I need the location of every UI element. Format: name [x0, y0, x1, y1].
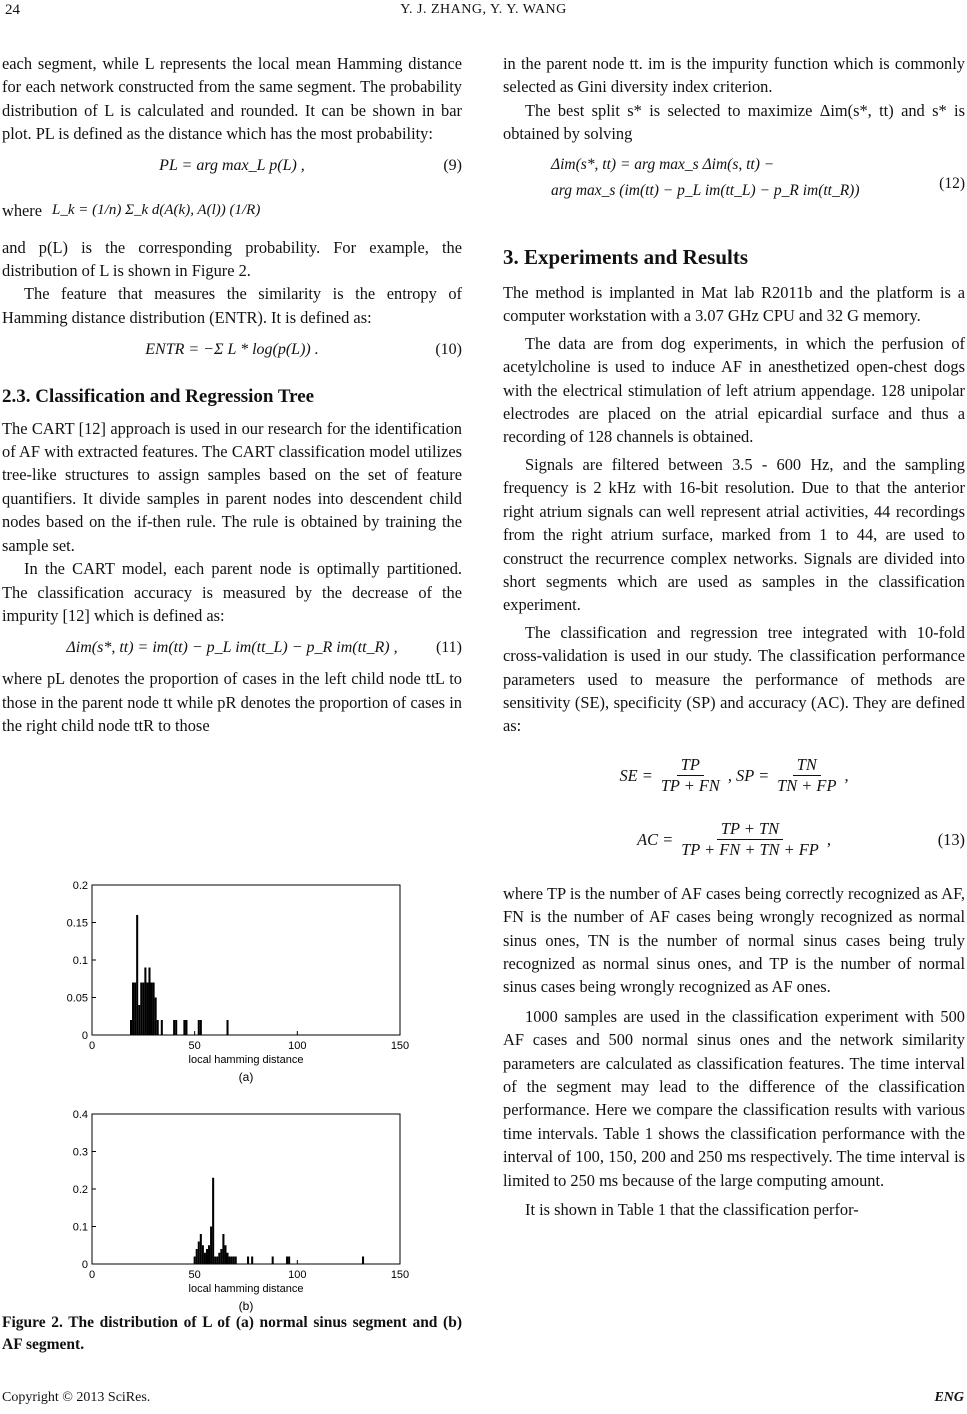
equation-body: Δim(s*, tt) = im(tt) − p_L im(tt_L) − p_R im(tt_R) ,	[66, 638, 398, 656]
y-tick-label: 0.1	[72, 955, 88, 967]
bar	[146, 983, 148, 1036]
paragraph: It is shown in Table 1 that the classification perfor-	[525, 1200, 859, 1220]
bar	[218, 1253, 220, 1264]
equation-13: AC = $\frac{TP + TN}{TP + FN + TN + FP}$ , (13)	[637, 819, 965, 860]
bar	[235, 1257, 237, 1265]
y-tick-label: 0	[81, 1259, 88, 1271]
bar	[132, 983, 134, 1036]
x-axis-label: local hamming distance	[188, 1054, 304, 1066]
bar	[212, 1178, 214, 1264]
bar	[148, 968, 150, 1036]
equation-se-sp: SE = $\frac{TP}{TP + FN}$ , SP = $\frac{TN}{TN + FP}$ ,	[619, 755, 849, 796]
bar	[198, 1242, 200, 1265]
y-tick-label: 0.2	[72, 880, 88, 892]
bar	[214, 1257, 216, 1265]
bar	[200, 1234, 202, 1264]
y-tick-label: 0.1	[72, 1221, 88, 1234]
equation-body: ENTR = −Σ L * log(p(L)) .	[145, 340, 319, 358]
y-tick-label: 0.3	[72, 1146, 88, 1159]
bar	[183, 1020, 185, 1035]
section-heading: 3. Experiments and Results	[503, 244, 749, 269]
equation-number: (12)	[939, 174, 965, 192]
paragraph: The feature that measures the similarity is the entropy of Hamming distance distribution (ENTR). It is defined as:	[2, 284, 462, 327]
running-head: Y. J. ZHANG, Y. Y. WANG	[400, 2, 567, 17]
bar	[233, 1257, 235, 1265]
denominator: TP + FN + TN + FP	[681, 840, 819, 860]
bar	[130, 1020, 132, 1035]
x-axis-label: local hamming distance	[188, 1283, 304, 1295]
bar	[153, 983, 155, 1036]
bar	[272, 1257, 274, 1265]
x-tick-label: 50	[188, 1269, 201, 1281]
bar	[251, 1257, 253, 1265]
bar	[144, 968, 146, 1036]
x-tick-label: 100	[288, 1040, 307, 1052]
bar	[226, 1253, 228, 1264]
y-tick-label: 0	[81, 1030, 88, 1042]
y-tick-label: 0.2	[72, 1184, 88, 1196]
x-tick-label: 150	[390, 1269, 410, 1281]
bar	[142, 983, 144, 1036]
paragraph: where TP is the number of AF cases being correctly recognized as AF, FN is the number of AF cases being wrongly recognized as normal sinus ones, TN is the number of normal sinus cases being truly recognized as normal sinus ones, and TP is the number of normal sinus cases being wrongly recognized as AF ones.	[503, 883, 965, 997]
x-tick-label: 150	[390, 1040, 410, 1052]
bar	[216, 1257, 218, 1265]
paragraph: where pL denotes the proportion of cases in the left child node ttL to those in the parent node tt while pR denotes the proportion of cases in the right child node ttR to those	[2, 669, 462, 736]
bar	[200, 1020, 202, 1035]
paragraph: and p(L) is the corresponding probability. For example, the distribution of L is shown in Figure 2.	[2, 237, 462, 281]
bar	[185, 1020, 187, 1035]
se-lhs: SE =	[619, 766, 653, 786]
bar	[175, 1020, 177, 1035]
bar	[247, 1257, 249, 1265]
paragraph: In the CART model, each parent node is optimally partitioned. The classification accuracy is measured by the decrease of the impurity [12] which is defined as:	[2, 559, 462, 625]
fraction	[657, 755, 724, 796]
numerator: TP	[677, 755, 704, 776]
paragraph: each segment, while L represents the local mean Hamming distance for each network constructed from the same segment. The probability distribution of L is calculated and rounded. It can be shown in bar plot. PL is defined as the distance which has the most probability:	[2, 54, 462, 144]
equation-number: (10)	[435, 340, 462, 358]
chart-subtitle: (a)	[238, 1070, 254, 1084]
equation-line: Δim(s*, tt) = arg max_s Δim(s, tt) −	[551, 155, 775, 173]
copyright: Copyright © 2013 SciRes.	[2, 1390, 151, 1405]
equation-line: arg max_s (im(tt) − p_L im(tt_L) − p_R im(tt_R))	[551, 181, 860, 199]
bar	[210, 1227, 212, 1265]
bar	[157, 1020, 159, 1035]
bar	[202, 1245, 204, 1264]
equation-11	[2, 627, 462, 667]
bar	[136, 915, 138, 1035]
plot-frame	[92, 1114, 400, 1264]
numerator: TN	[793, 755, 821, 776]
right-column	[503, 52, 965, 1221]
paragraph: The data are from dog experiments, in which the perfusion of acetylcholine is used to induce AF in anesthetized open-chest dogs with the electrical stimulation of left atrium appendage. 128 unipolar electrodes are placed on the atrial epicardial surface and thus a recording of 128 channels is obtained.	[503, 333, 965, 447]
page-number: 24	[5, 2, 20, 18]
section-heading: 2.3. Classification and Regression Tree	[2, 386, 315, 408]
chart-subtitle: (b)	[238, 1299, 254, 1313]
bar	[222, 1234, 224, 1264]
y-tick-label: 0.05	[66, 992, 88, 1005]
x-tick-label: 50	[188, 1040, 201, 1052]
figure-caption: Figure 2. The distribution of L of (a) normal sinus segment and (b) AF segment.	[2, 1314, 462, 1353]
paragraph: The method is implanted in Mat lab R2011b and the platform is a computer workstation with a 3.07 GHz CPU and 32 G memory.	[503, 283, 965, 326]
bar	[206, 1249, 208, 1264]
equation-10	[2, 329, 462, 369]
figure-2	[40, 875, 420, 1329]
fraction	[773, 755, 840, 796]
equation-lk: L_k = (1/n) Σ_k d(A(k), A(l)) (1/R)	[52, 201, 261, 218]
left-column	[2, 52, 462, 738]
bar	[220, 1249, 222, 1264]
page-header	[0, 0, 967, 28]
equation-number: (13)	[937, 830, 965, 850]
x-tick-label: 0	[88, 1040, 96, 1052]
bar	[134, 983, 136, 1036]
paragraph: The classification and regression tree integrated with 10-fold cross-validation is used in our study. The classification performance parameters used to measure the performance of methods are sensitivity (SE), specificity (SP) and accuracy (AC). They are defined as:	[503, 622, 965, 736]
paragraph: in the parent node tt. im is the impurity function which is commonly selected as Gini diversity index criterion.	[503, 54, 965, 97]
bar	[198, 1020, 200, 1035]
equation-12	[503, 152, 965, 222]
paragraph: The best split s* is selected to maximize Δim(s*, tt) and s* is obtained by solving	[503, 100, 965, 144]
journal-name: ENG	[934, 1390, 964, 1405]
bar	[226, 1020, 228, 1035]
bar	[196, 1249, 198, 1264]
y-tick-label: 0.15	[66, 917, 88, 930]
bar	[151, 983, 153, 1036]
equation-number: (11)	[435, 638, 462, 656]
bar	[161, 1020, 163, 1035]
chart-b	[40, 1104, 420, 1324]
equation-body: PL = arg max_L p(L) ,	[159, 156, 305, 174]
denominator: TN + FP	[777, 776, 837, 796]
bar	[208, 1245, 210, 1264]
x-tick-label: 100	[288, 1269, 307, 1281]
fraction	[677, 819, 823, 860]
sp-lhs: , SP =	[727, 766, 770, 786]
paragraph: The CART [12] approach is used in our research for the identification of AF with extracted features. The CART classification model utilizes tree-like structures to assign samples based on the set of feature quantifiers. It divide samples in parent nodes into descendent child nodes based on the if-then rule. The rule is obtained by training the sample set.	[2, 418, 462, 555]
equation-number: (9)	[443, 156, 462, 174]
equation-9	[2, 146, 462, 186]
bar	[155, 998, 157, 1036]
bar	[224, 1245, 226, 1264]
numerator: TP + TN	[717, 819, 783, 840]
ac-lhs: AC =	[637, 830, 674, 850]
equation-where	[2, 186, 462, 236]
chart-a	[40, 875, 420, 1095]
bar	[362, 1257, 364, 1265]
where-label: where	[2, 200, 43, 220]
paragraph: 1000 samples are used in the classification experiment with 500 AF cases and 500 normal sinus ones and the network similarity parameters are calculated as classification features. The time interval of the segment may lead to the difference of the classification performance. Here we compare the classification results with various time intervals. Table 1 shows the classification performance with the interval of 100, 150, 200 and 250 ms respectively. The time interval is limited to 250 ms because of the large computing amount.	[503, 1006, 965, 1190]
bar	[173, 1020, 175, 1035]
denominator: TP + FN	[660, 776, 720, 796]
bar	[286, 1257, 288, 1265]
y-tick-label: 0.4	[72, 1109, 88, 1121]
bar	[138, 1005, 140, 1035]
bar	[204, 1253, 206, 1264]
bar	[231, 1257, 233, 1265]
x-tick-label: 0	[88, 1269, 96, 1281]
paragraph: Signals are filtered between 3.5 - 600 Hz, and the sampling frequency is 2 kHz with 16-bit resolution. Due to that the anterior right atrium signals can well represent atrial activities, 44 recordings from the right atrium surface, marked from 1 to 44, are used to construct the recurrence complex networks. Signals are divided into short segments which are used as samples in the classification experiment.	[503, 454, 965, 615]
bar	[229, 1257, 231, 1265]
bar	[140, 983, 142, 1036]
bar	[288, 1257, 290, 1265]
